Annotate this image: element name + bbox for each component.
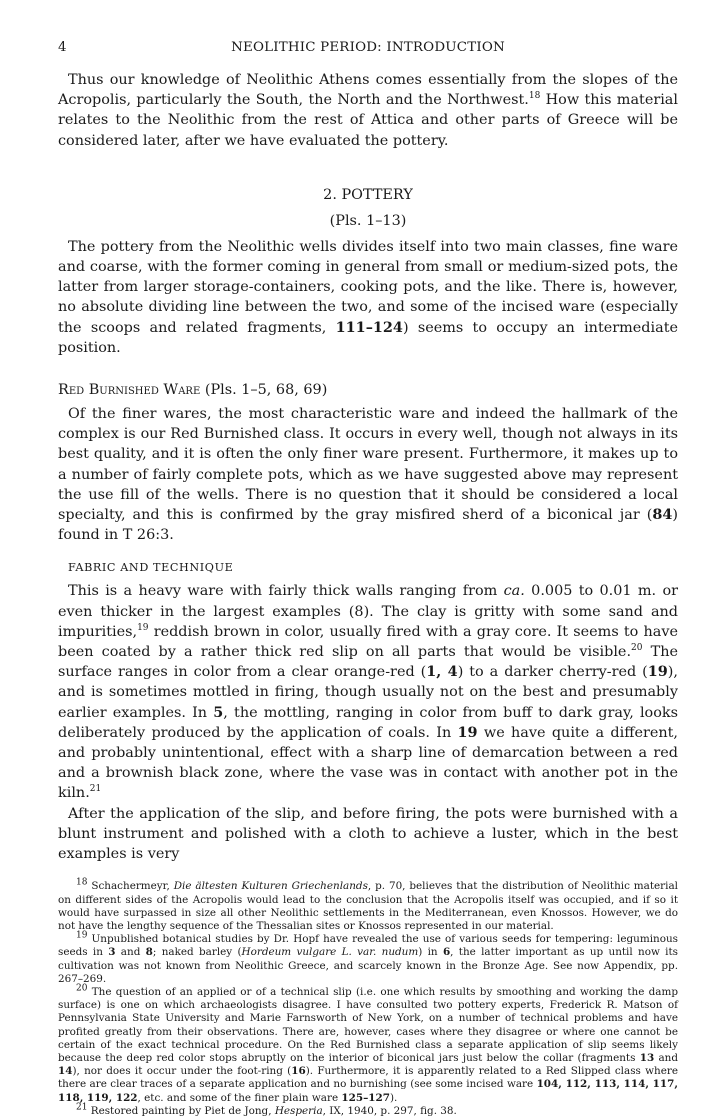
catalogue-ref: 13	[639, 1051, 655, 1064]
catalogue-ref: 5	[213, 703, 224, 721]
burnishing-paragraph: After the application of the slip, and before firing, the pots were burnished with a blunt instrument and polished with a cloth to achieve a luster, which in the best examples is very	[58, 805, 678, 863]
catalogue-ref: 19	[457, 723, 478, 741]
text-run: , IX, 1940, p. 297, fig. 38.	[322, 1104, 457, 1117]
text-run: we have quite a different, and probably unintentional, effect with a sharp line of demarcation between a red and a brownish black zone, where the vase was in contact with another pot in the kiln.	[58, 724, 678, 802]
text-run: Unpublished botanical studies by Dr. Hopf have revealed the use of various seeds for tempering: leguminous seeds in	[58, 933, 678, 959]
catalogue-ref: 125–127	[341, 1091, 390, 1104]
text-run: ). Furthermore, it is apparently related to a Red Slipped class where there are clear traces of a separate application and no burnishing (see some incised ware	[58, 1065, 678, 1091]
fabric-heading: FABRIC AND TECHNIQUE	[68, 561, 234, 575]
catalogue-ref: 111–124	[335, 318, 403, 336]
text-run: Of the finer wares, the most characteristic ware and indeed the hallmark of the complex is our Red Burnished class. It occurs in every well, though not always in its best quality, and it is often the only finer ware present. Furthermore, it makes up to a number of fairly complete pots, which as we have suggested above may represent the use fill of the wells. There is no question that it should be considered a local specialty, and this is confirmed by the gray misfired sherd of a biconical jar (	[58, 406, 678, 524]
footnote-number: 19	[76, 930, 88, 941]
footnote-18	[58, 877, 678, 933]
text-run: This is a heavy ware with fairly thick walls ranging from	[68, 583, 504, 600]
text-run: , etc. and some of the finer plain ware	[137, 1091, 342, 1104]
text-run: , p. 70, believes that the distribution of Neolithic material on different sides of the Acropolis would lead to the conclusion that the Acropolis itself was occupied, and if so it would have surpassed in size all other Neolithic settlements in the Mediterranean, even Knossos. However, we do not have the lengthy sequence of the Thessalian sites or Knossos represented in our material.	[58, 880, 678, 932]
heading-plates: (Pls. 1–5, 68, 69)	[200, 382, 328, 399]
text-run: The surface ranges in color from a clear orange-red (	[58, 644, 678, 681]
text-run: The pottery from the Neolithic wells divides itself into two main classes, fine ware and coarse, with the former coming in general from small or medium-sized pots, the latter from larger storage-containers, cooking pots, and the like. There is, however, no absolute dividing line between the two, and some of the incised ware (especially the scoops and related fragments,	[58, 238, 678, 336]
catalogue-ref: 3	[108, 946, 116, 959]
text-run: and	[654, 1051, 678, 1064]
text-run: ).	[389, 1091, 398, 1104]
footnote-ref[interactable]: 19	[137, 623, 149, 634]
section-title: 2. POTTERY	[323, 186, 413, 203]
text-run: ), nor does it occur under the foot-ring (	[72, 1065, 292, 1078]
footnotes	[58, 877, 678, 1118]
text-run: ) found in T 26:3.	[58, 507, 678, 544]
catalogue-ref: 6	[442, 946, 451, 959]
text-run: Schachermeyr,	[87, 880, 174, 893]
page-number: 4	[58, 40, 67, 55]
footnote-19	[58, 930, 678, 986]
text-run: Die ältesten Kulturen Griechenlands	[173, 880, 368, 893]
catalogue-ref: 16	[291, 1065, 306, 1078]
text-run: ca.	[503, 583, 525, 600]
footnote-number: 20	[76, 983, 88, 994]
text-run: reddish brown in color, usually fired with a gray core. It seems to have been coated by a rather thick red slip on all parts that would be visible.	[58, 623, 678, 661]
text-run: The question of an applied or of a technical slip (i.e. one which results by smoothing and working the damp surface) is one on which archaeologists disagree. I have consulted two pottery experts, Frederick R. Matson of Pennsylvania State University and Marie Farnsworth of New York, on a number of technical problems and have profited greatly from their observations. There are, however, cases where they disagree or where one cannot be certain of the exact technical procedure. On the Red Burnished class a separate application of slip seems likely because the deep red color stops abruptly on the interior of biconical jars just below the collar (fragments	[58, 985, 678, 1064]
text-run: ) in	[418, 946, 443, 959]
running-header	[58, 40, 678, 64]
catalogue-ref: 84	[652, 506, 673, 524]
text-run: Thus our knowledge of Neolithic Athens comes essentially from the slopes of the Acropolis, particularly the South, the North and the Northwest.	[58, 72, 678, 109]
text-run: and	[115, 946, 146, 959]
text-run: ) to a darker cherry-red (	[457, 664, 648, 681]
text-run: ; naked barley (	[152, 946, 242, 959]
catalogue-ref: 1, 4	[426, 663, 458, 681]
intro-paragraph	[58, 70, 678, 151]
footnote-ref[interactable]: 18	[528, 91, 541, 102]
text-run: , the latter important as up until now its cultivation was not known from Neolithic Greece, and scarcely known in the Bronze Age. See now Appendix, pp. 267–269.	[58, 946, 678, 985]
red-burnished-paragraph	[58, 404, 678, 545]
catalogue-ref: 8	[145, 946, 153, 959]
fabric-paragraph	[58, 581, 678, 803]
catalogue-ref: 19	[647, 663, 668, 681]
catalogue-ref: 14	[58, 1065, 73, 1078]
footnote-ref[interactable]: 21	[89, 784, 102, 795]
text-run: ), and is sometimes mottled in firing, though usually not on the best and presumably earlier examples. In	[58, 664, 678, 721]
heading-text: Red Burnished Ware	[58, 382, 201, 399]
footnote-21	[58, 1102, 678, 1118]
footnote-20	[58, 983, 678, 1105]
text-run: Hesperia	[274, 1104, 323, 1117]
text-run: Hordeum vulgare L. var. nudum	[241, 946, 419, 959]
footnote-number: 21	[76, 1102, 88, 1113]
catalogue-ref: 104, 112, 113, 114, 117, 118, 119, 122	[58, 1078, 678, 1104]
running-title: NEOLITHIC PERIOD: INTRODUCTION	[231, 40, 505, 55]
footnote-number: 18	[76, 877, 88, 888]
subsection-heading	[58, 380, 678, 400]
text-run: How this material relates to the Neolithic from the rest of Attica and other parts of Greece will be considered later, after we have evaluated the pottery.	[58, 92, 678, 149]
pottery-paragraph	[58, 237, 678, 358]
page	[58, 40, 678, 1118]
section-plates: (Pls. 1–13)	[329, 212, 407, 229]
footnote-ref[interactable]: 20	[631, 643, 643, 654]
text-run: 0.005 to 0.01 m. or even thicker in the largest examples (8). The clay is gritty with some sand and impurities,	[58, 583, 678, 640]
text-run: ) seems to occupy an intermediate position.	[58, 319, 678, 356]
text-run: , the mottling, ranging in color from buff to dark gray, looks deliberately produced by the application of coals. In	[58, 704, 678, 741]
text-run: Restored painting by Piet de Jong,	[87, 1104, 275, 1117]
